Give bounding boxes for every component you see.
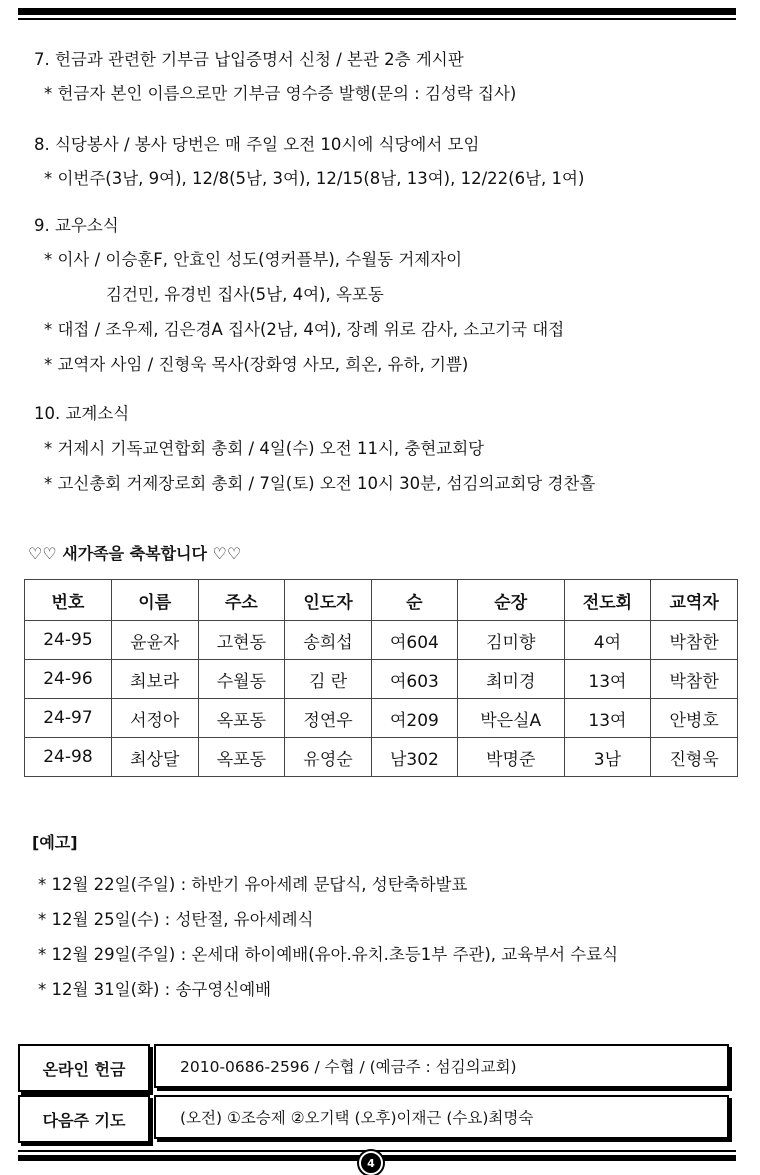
table-cell: 13여 <box>564 660 651 699</box>
table-cell: 박참한 <box>651 621 738 660</box>
table-cell: 진형욱 <box>651 738 738 777</box>
notice-7-title: 7. 헌금과 관련한 기부금 납입증명서 신청 / 본관 2층 게시판 <box>34 50 464 69</box>
table-cell: 옥포동 <box>198 699 285 738</box>
preview-item-4: * 12월 31일(화) : 송구영신예배 <box>38 980 272 999</box>
table-cell: 3남 <box>564 738 651 777</box>
next-week-prayer-label: 다음주 기도 <box>18 1095 150 1143</box>
table-cell: 정연우 <box>285 699 372 738</box>
table-cell: 4여 <box>564 621 651 660</box>
table-row <box>25 660 738 699</box>
table-cell: 안병호 <box>651 699 738 738</box>
table-cell: 송희섭 <box>285 621 372 660</box>
table-cell: 김미향 <box>457 621 564 660</box>
notice-8-title: 8. 식당봉사 / 봉사 당번은 매 주일 오전 10시에 식당에서 모임 <box>34 135 480 154</box>
table-cell: 최보라 <box>111 660 198 699</box>
notice-9-line-3: * 대접 / 조우제, 김은경A 집사(2남, 4여), 장례 위로 감사, 소고기국 대접 <box>44 320 565 339</box>
column-header: 전도회 <box>564 580 651 621</box>
table-cell: 박은실A <box>457 699 564 738</box>
notice-9-line-2: 김건민, 유경빈 집사(5남, 4여), 옥포동 <box>106 285 384 304</box>
column-header: 교역자 <box>651 580 738 621</box>
table-cell: 최상달 <box>111 738 198 777</box>
notice-7-line-1: * 헌금자 본인 이름으로만 기부금 영수증 발행(문의 : 김성락 집사) <box>44 84 517 103</box>
table-cell: 서정아 <box>111 699 198 738</box>
next-week-prayer-value: (오전) ①조승제 ②오기택 (오후)이재근 (수요)최명숙 <box>154 1095 729 1139</box>
table-cell: 박참한 <box>651 660 738 699</box>
table-row <box>25 699 738 738</box>
online-offering-value: 2010-0686-2596 / 수협 / (예금주 : 섬김의교회) <box>154 1044 729 1088</box>
table-cell: 여603 <box>371 660 457 699</box>
table-cell: 24-97 <box>25 699 112 738</box>
preview-item-1: * 12월 22일(주일) : 하반기 유아세례 문답식, 성탄축하발표 <box>38 875 468 894</box>
table-cell: 최미경 <box>457 660 564 699</box>
column-header: 이름 <box>111 580 198 621</box>
table-cell: 여209 <box>371 699 457 738</box>
table-cell: 여604 <box>371 621 457 660</box>
table-cell: 옥포동 <box>198 738 285 777</box>
notice-10-line-2: * 고신총회 거제장로회 총회 / 7일(토) 오전 10시 30분, 섬김의교회당 경찬홀 <box>44 474 596 493</box>
new-family-heading: ♡♡ 새가족을 축복합니다 ♡♡ <box>28 544 242 563</box>
preview-title: [예고] <box>32 833 78 852</box>
table-cell: 수월동 <box>198 660 285 699</box>
table-cell: 고현동 <box>198 621 285 660</box>
preview-item-2: * 12월 25일(수) : 성탄절, 유아세례식 <box>38 910 314 929</box>
table-header-row <box>25 580 738 621</box>
table-row <box>25 621 738 660</box>
table-cell: 박명준 <box>457 738 564 777</box>
notice-9-title: 9. 교우소식 <box>34 216 119 235</box>
table-cell: 유영순 <box>285 738 372 777</box>
notice-10-title: 10. 교계소식 <box>34 404 130 423</box>
table-cell: 13여 <box>564 699 651 738</box>
table-cell: 24-98 <box>25 738 112 777</box>
column-header: 주소 <box>198 580 285 621</box>
next-week-prayer-row <box>18 1095 735 1141</box>
notice-8-line-1: * 이번주(3남, 9여), 12/8(5남, 3여), 12/15(8남, 13여), 12/22(6남, 1여) <box>44 169 585 188</box>
column-header: 순장 <box>457 580 564 621</box>
notice-10-line-1: * 거제시 기독교연합회 총회 / 4일(수) 오전 11시, 충현교회당 <box>44 439 485 458</box>
notice-9-line-1: * 이사 / 이승훈F, 안효인 성도(영커플부), 수월동 거제자이 <box>44 250 463 269</box>
table-cell: 남302 <box>371 738 457 777</box>
column-header: 순 <box>371 580 457 621</box>
table-cell: 24-96 <box>25 660 112 699</box>
new-family-table <box>24 579 738 777</box>
table-cell: 윤윤자 <box>111 621 198 660</box>
table-cell: 김 란 <box>285 660 372 699</box>
online-offering-row <box>18 1044 735 1090</box>
table-row <box>25 738 738 777</box>
top-rule <box>18 8 736 20</box>
online-offering-label: 온라인 헌금 <box>18 1044 150 1092</box>
notice-9-line-4: * 교역자 사임 / 진형욱 목사(장화영 사모, 희온, 유하, 기쁨) <box>44 355 469 374</box>
page-number: 4 <box>359 1151 383 1175</box>
column-header: 번호 <box>25 580 112 621</box>
preview-item-3: * 12월 29일(주일) : 온세대 하이예배(유아.유치.초등1부 주관), 교육부서 수료식 <box>38 945 619 964</box>
table-cell: 24-95 <box>25 621 112 660</box>
column-header: 인도자 <box>285 580 372 621</box>
